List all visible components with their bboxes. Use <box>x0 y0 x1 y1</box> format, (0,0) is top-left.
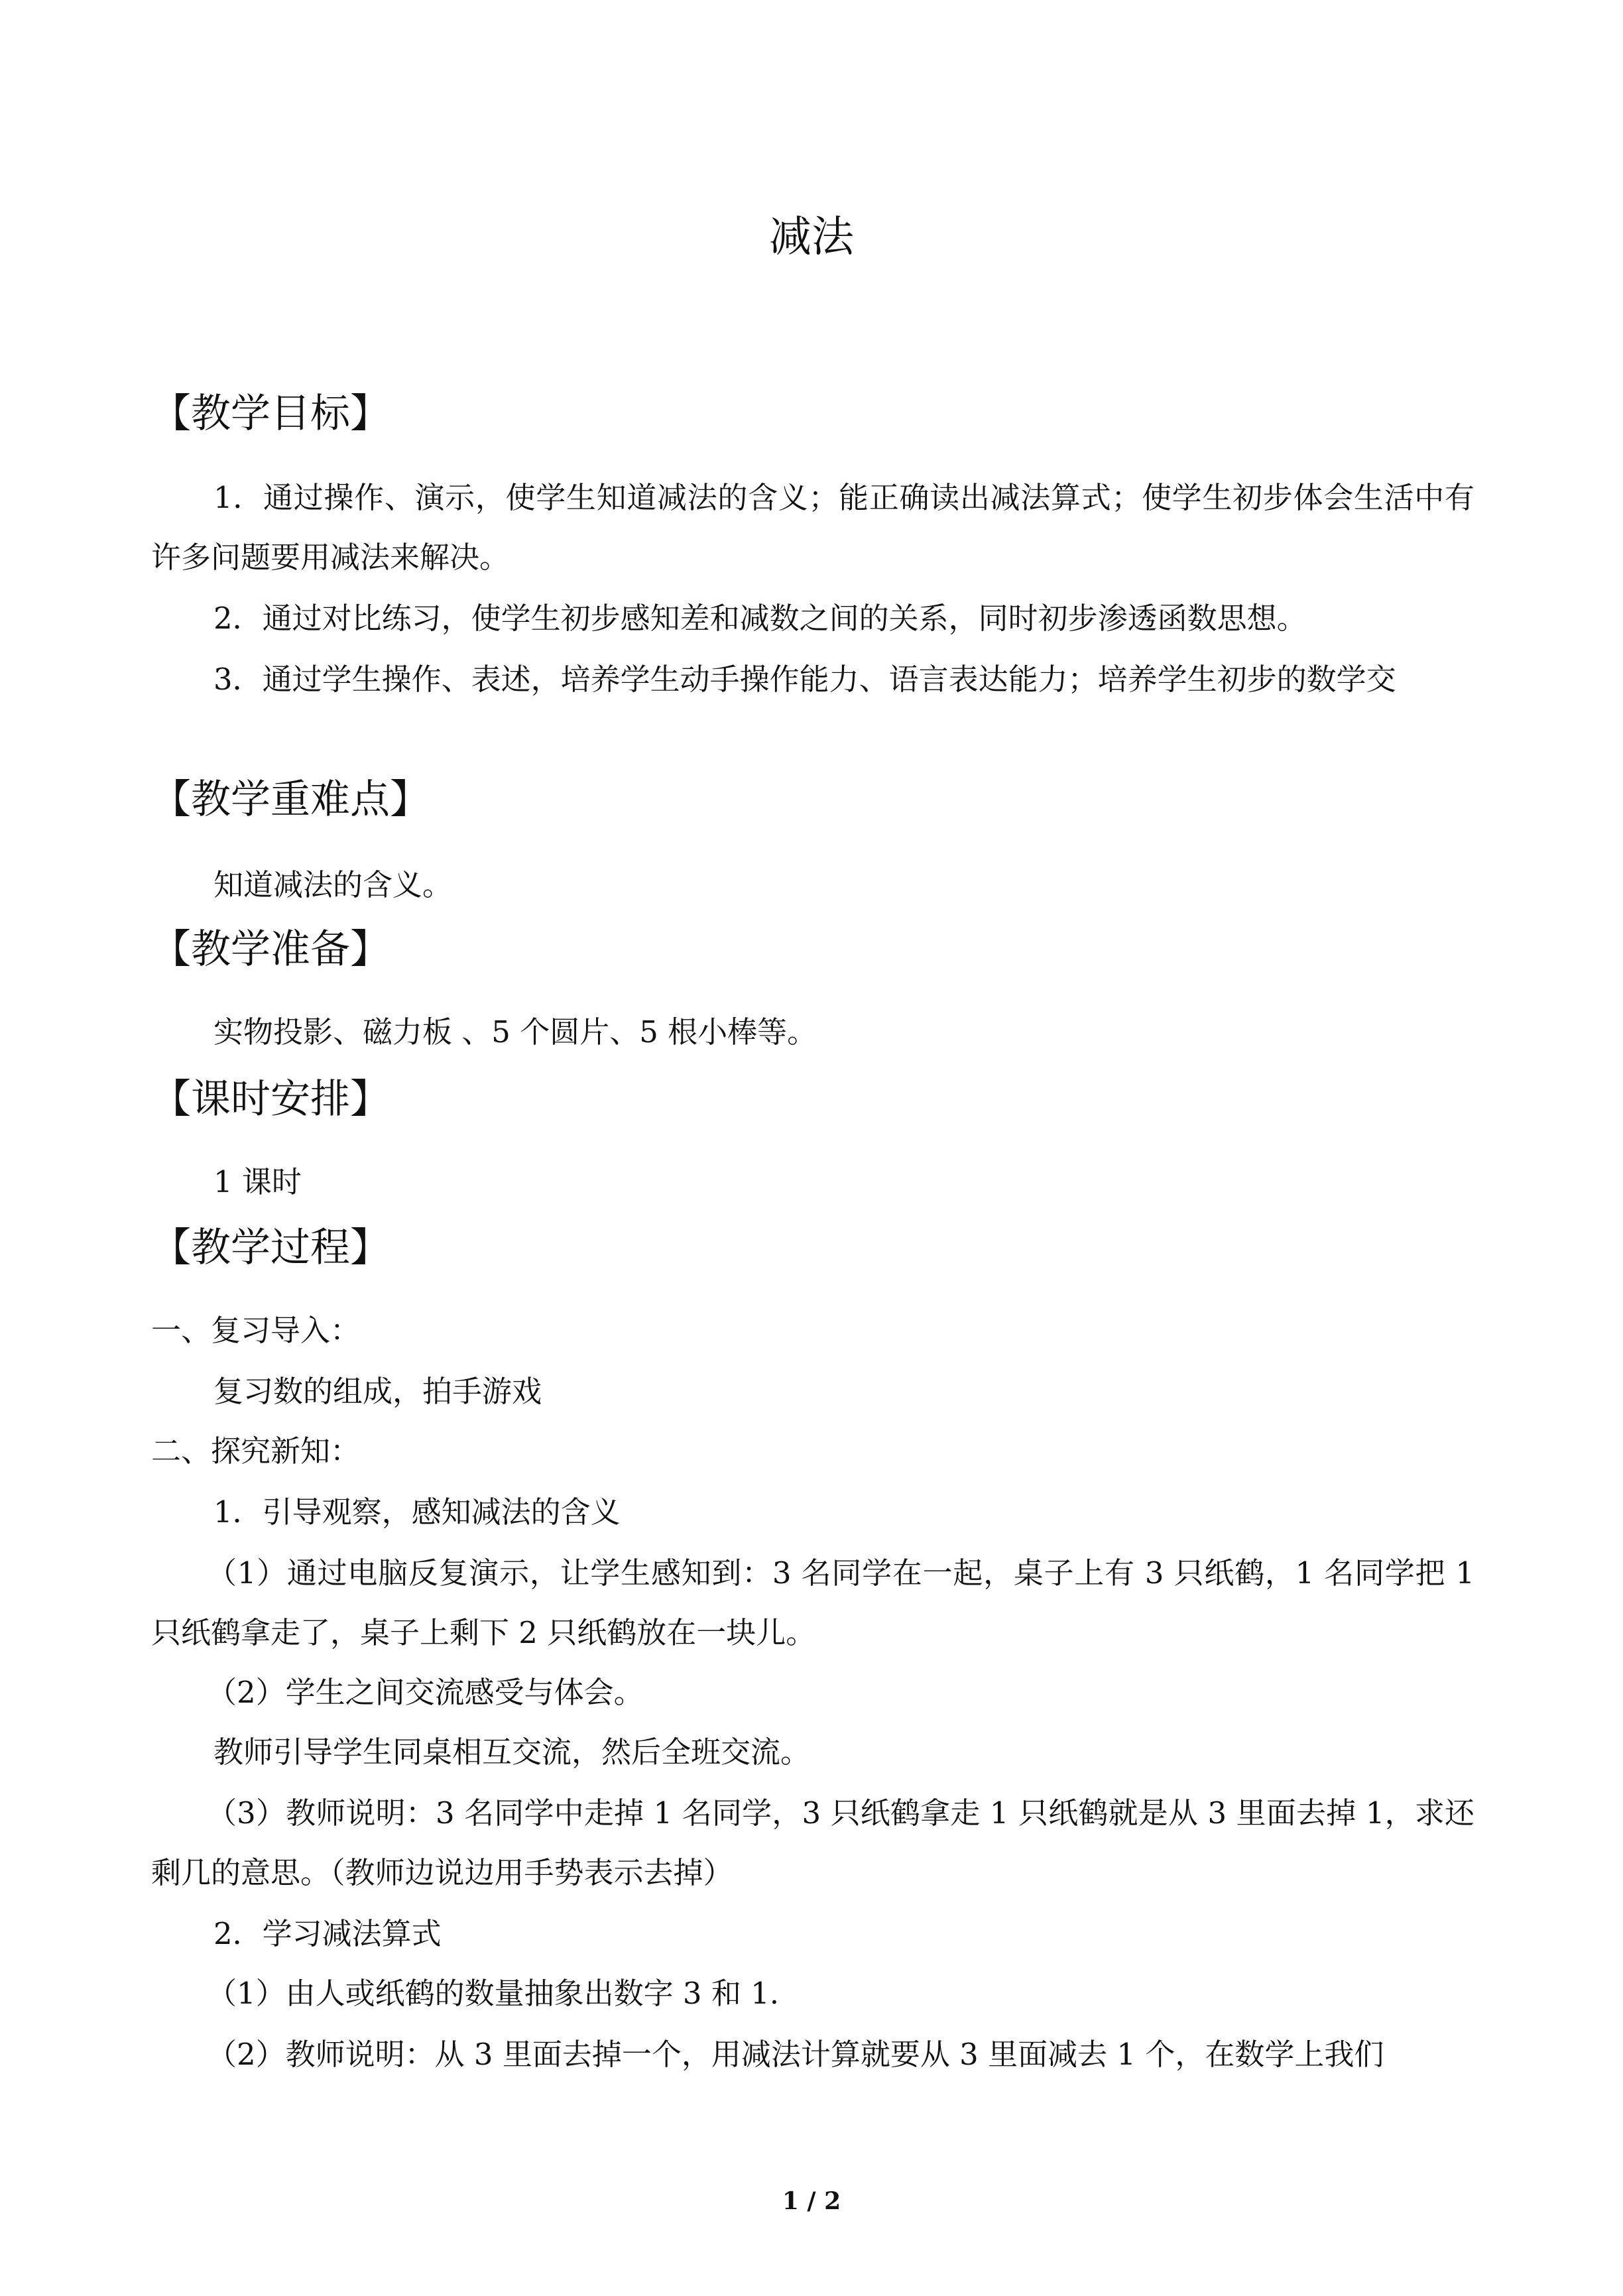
review-title: 一、复习导入： <box>151 1313 361 1348</box>
page-number: 1 / 2 <box>782 2187 841 2215</box>
step2-paragraph-1: （1）由人或纸鹤的数量抽象出数字 3 和 1. <box>207 1976 780 2011</box>
step2-paragraph-2: （2）教师说明：从 3 里面去掉一个，用减法计算就要从 3 里面减去 1 个，在数学上我们 <box>207 2037 1384 2072</box>
document-title: 减法 <box>769 213 854 262</box>
key-points-text: 知道减法的含义。 <box>213 867 453 902</box>
step1-paragraph-2: （2）学生之间交流感受与体会。 <box>207 1675 644 1710</box>
objective-item-2: 2．通过对比练习，使学生初步感知差和减数之间的关系，同时初步渗透函数思想。 <box>213 601 1307 636</box>
objective-item-1: 1．通过操作、演示，使学生知道减法的含义；能正确读出减法算式；使学生初步体会生活中有许多问题要用减法来解决。 <box>151 480 1474 575</box>
step1-title: 1．引导观察，感知减法的含义 <box>213 1494 621 1530</box>
objective-item-3: 3．通过学生操作、表述，培养学生动手操作能力、语言表达能力；培养学生初步的数学交 <box>213 662 1396 697</box>
review-text: 复习数的组成，拍手游戏 <box>213 1374 542 1409</box>
heading-key-points: 【教学重难点】 <box>151 776 430 823</box>
step1-paragraph-3: 教师引导学生同桌相互交流，然后全班交流。 <box>213 1734 811 1770</box>
step2-title: 2．学习减法算式 <box>213 1916 442 1951</box>
step1-paragraph-1: （1）通过电脑反复演示，让学生感知到：3 名同学在一起，桌子上有 3 只纸鹤，1 名同学把 1 只纸鹤拿走了，桌子上剩下 2 只纸鹤放在一块儿。 <box>151 1555 1474 1650</box>
heading-process: 【教学过程】 <box>151 1225 390 1271</box>
schedule-text: 1 课时 <box>213 1164 302 1199</box>
preparation-text: 实物投影、磁力板 、5 个圆片、5 根小棒等。 <box>213 1014 817 1050</box>
heading-objectives: 【教学目标】 <box>151 391 390 437</box>
heading-schedule: 【课时安排】 <box>151 1076 390 1122</box>
explore-title: 二、探究新知： <box>151 1433 361 1469</box>
step1-paragraph-4: （3）教师说明：3 名同学中走掉 1 名同学，3 只纸鹤拿走 1 只纸鹤就是从 3 里面去掉 1，求还剩几的意思。（教师边说边用手势表示去掉） <box>151 1795 1474 1890</box>
heading-preparation: 【教学准备】 <box>151 926 390 973</box>
